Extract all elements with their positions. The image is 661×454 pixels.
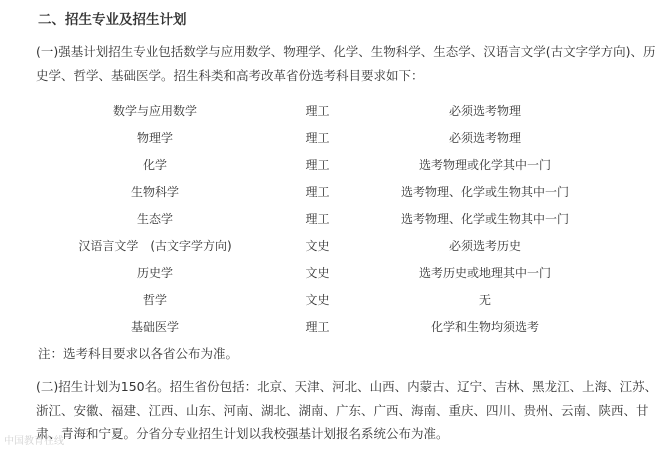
table-row xyxy=(0,233,661,260)
subject-requirement: 必须选考物理 xyxy=(448,104,521,118)
major-name: 生态学 xyxy=(136,212,173,226)
subject-category: 文史 xyxy=(305,239,330,253)
major-name: 物理学 xyxy=(136,131,173,145)
subject-requirement: 化学和生物均须选考 xyxy=(430,320,539,334)
subject-category: 理工 xyxy=(305,212,330,226)
table-row xyxy=(0,260,661,287)
subject-requirement: 必须选考物理 xyxy=(448,131,521,145)
table-row xyxy=(0,287,661,314)
subject-category: 理工 xyxy=(305,158,330,172)
table-row xyxy=(0,314,661,341)
intro-paragraph xyxy=(14,40,659,88)
table-row xyxy=(0,206,661,233)
subject-requirement: 选考物理或化学其中一门 xyxy=(418,158,551,172)
subject-requirement: 必须选考历史 xyxy=(448,239,521,253)
major-name: 哲学 xyxy=(142,293,167,307)
table-row xyxy=(0,125,661,152)
major-name: 化学 xyxy=(142,158,167,172)
subject-requirement: 选考物理、化学或生物其中一门 xyxy=(400,185,569,199)
subject-requirement: 无 xyxy=(478,293,491,307)
source-watermark: 中国教育在线 xyxy=(4,436,64,447)
plan-paragraph-text: (二)招生计划为150名。招生省份包括：北京、天津、河北、山西、内蒙古、辽宁、吉林、黑龙江、上海、江苏、浙江、安徽、福建、江西、山东、河南、湖北、湖南、广东、广西、海南、重庆、四川、贵州、云南、陕西、甘肃、青海和宁夏。分省分专业招生计划以我校强基计划报名系统公布为准。 xyxy=(36,379,658,441)
major-name: 汉语言文学 (古文字学方向) xyxy=(78,239,232,253)
intro-paragraph-text: (一)强基计划招生专业包括数学与应用数学、物理学、化学、生物科学、生态学、汉语言文学(古文字学方向)、历史学、哲学、基础医学。招生科类和高考改革省份选考科目要求如下： xyxy=(36,44,656,83)
subject-category: 理工 xyxy=(305,131,330,145)
section-title: 二、招生专业及招生计划 xyxy=(38,12,187,28)
subject-requirement: 选考物理、化学或生物其中一门 xyxy=(400,212,569,226)
subject-category: 理工 xyxy=(305,320,330,334)
major-name: 数学与应用数学 xyxy=(112,104,197,118)
table-row xyxy=(0,152,661,179)
major-name: 历史学 xyxy=(136,266,173,280)
subject-requirement: 选考历史或地理其中一门 xyxy=(418,266,551,280)
table-row xyxy=(0,179,661,206)
major-name: 基础医学 xyxy=(130,320,179,334)
subject-category: 文史 xyxy=(305,293,330,307)
majors-requirements-table xyxy=(0,98,661,341)
table-row xyxy=(0,98,661,125)
plan-paragraph xyxy=(14,375,659,446)
subject-category: 文史 xyxy=(305,266,330,280)
subject-category: 理工 xyxy=(305,104,330,118)
selection-note: 注：选考科目要求以各省公布为准。 xyxy=(38,346,239,361)
subject-category: 理工 xyxy=(305,185,330,199)
major-name: 生物科学 xyxy=(130,185,179,199)
